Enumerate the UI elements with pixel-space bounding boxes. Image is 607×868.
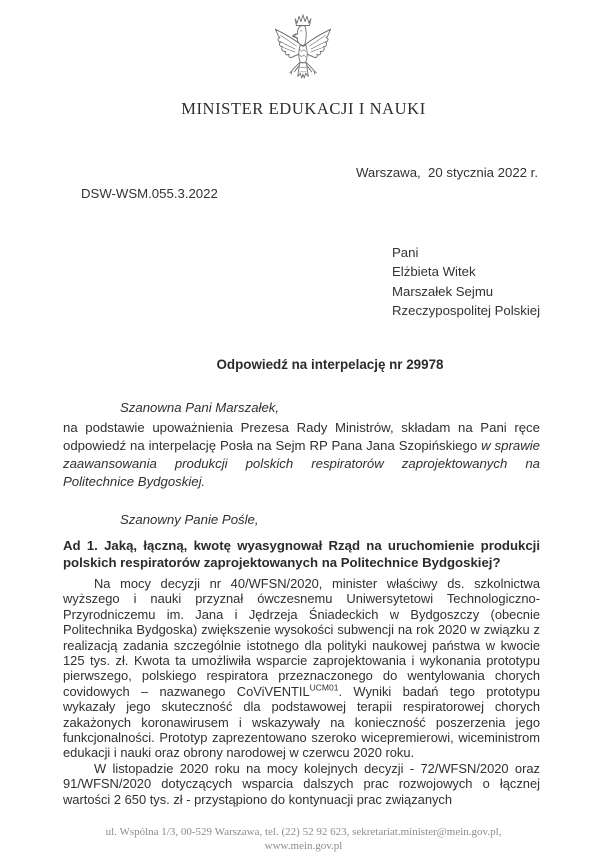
answer1-text-b: . Wyniki badań tego prototypu wykazały jego skuteczność dla podstawowej terapii respiratorowej chorych zakażonych koronawirusem i wskazywały na konieczność poszerzenia jego funkcjonalności. Prototyp zaprezentowano szeroko wicepremierowi, wiceministrom edukacji i nauki oraz obrony narodowej w czerwcu 2020 roku. (63, 683, 540, 761)
subject-line: Odpowiedź na interpelację nr 29978 (216, 357, 444, 372)
footer-contact (0, 826, 607, 853)
intro-paragraph (63, 419, 540, 491)
footer-address-line: ul. Wspólna 1/3, 00-529 Warszawa, tel. (22) 52 92 623, sekretariat.minister@mein.gov.pl, (105, 826, 502, 838)
question-ad1-heading: Ad 1. Jaką, łączną, kwotę wyasygnował Rząd na uruchomienie produkcji polskich respiratorów zaprojektowanych na Politechnice Bydgoskiej? (63, 538, 540, 570)
place-date: Warszawa, 20 stycznia 2022 r. (355, 165, 538, 180)
answer1-text-a: Na mocy decyzji nr 40/WFSN/2020, minister właściwy ds. szkolnictwa wyższego i nauki przyznał ówczesnemu Uniwersytetowi Technologiczno-Przyrodniczemu im. Jana i Jędrzeja Śniadeckich w Bydgoszczy (obecnie Politechnika Bydgoska) zwiększenie wysokości subwencji na rok 2020 w związku z realizacją zadania szczególnie istotnego dla polityki naukowej państwa w kwocie 125 tys. zł. Kwota ta umożliwiła wsparcie zaprojektowania i wykonania prototypu pierwszego, polskiego respiratora przeznaczonego do wentylowania chorych covidowych – nazwanego CoViVENTIL (63, 576, 540, 699)
intro-text: na podstawie upoważnienia Prezesa Rady Ministrów, składam na Pani ręce odpowiedź na interpelację Posła na Sejm RP Pana Jana Szopińskiego (63, 420, 540, 453)
salutation-deputy: Szanowny Panie Pośle, (120, 512, 259, 527)
reference-number: DSW-WSM.055.3.2022 (81, 186, 218, 201)
polish-eagle-emblem (270, 11, 336, 81)
answer-paragraph-1 (63, 576, 540, 761)
letter-body (63, 399, 540, 807)
recipient-line-salutation: Pani (392, 245, 419, 260)
recipient-line-institution: Rzeczypospolitej Polskiej (392, 303, 541, 319)
recipient-block (392, 243, 540, 321)
recipient-line-name: Elżbieta Witek (392, 264, 476, 280)
answer-paragraph-2: W listopadzie 2020 roku na mocy kolejnych decyzji - 72/WFSN/2020 oraz 91/WFSN/2020 dotyczących wsparcia dalszych prac rozwojowych o łącznej wartości 2 650 tys. zł - przystąpiono do kontynuacji prac związanych (63, 760, 540, 807)
salutation-marshal: Szanowna Pani Marszałek, (120, 400, 280, 415)
ventilator-model-superscript: UCM01 (309, 682, 339, 693)
footer-website: www.mein.gov.pl (264, 839, 343, 852)
sender-title: MINISTER EDUKACJI I NAUKI (181, 99, 426, 118)
interpellation-title: w sprawie zaawansowania produkcji polskich respiratorów zaprojektowanych na Politechnice Bydgoskiej. (63, 438, 540, 489)
polish-eagle-icon (270, 11, 336, 81)
recipient-line-role: Marszałek Sejmu (392, 283, 494, 299)
